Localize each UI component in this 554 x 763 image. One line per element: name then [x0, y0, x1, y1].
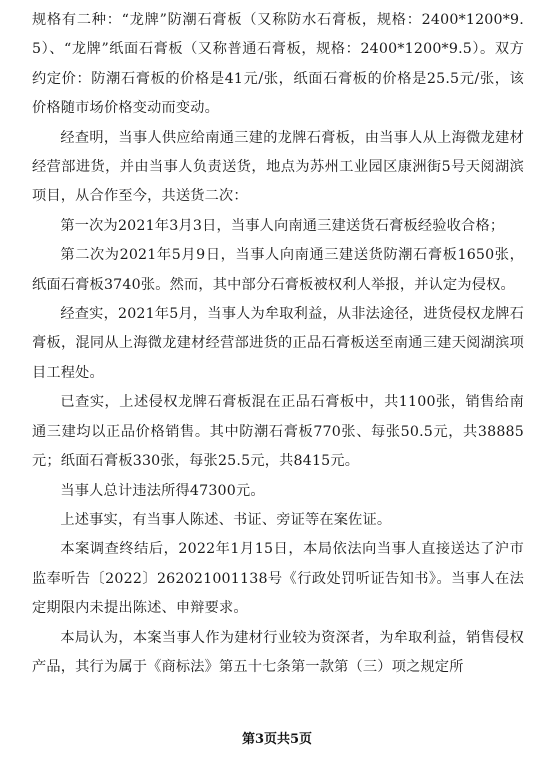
paragraph-infringing-purchase: 经查实，2021年5月，当事人为牟取利益，从非法途径，进货侵权龙牌石膏板，混同从上海微龙建材经营部进货的正品石膏板送至南通三建天阅湖滨项目工程处。 — [32, 306, 524, 381]
paragraph-investigation-findings: 经查明，当事人供应给南通三建的龙牌石膏板，由当事人从上海微龙建材经营部进货，并由当事人负责送货，地点为苏州工业园区康洲街5号天阅湖滨项目，从合作至今，共送货二次： — [32, 129, 524, 205]
paragraph-sales-details: 已查实，上述侵权龙牌石膏板混在正品石膏板中，共1100张，销售给南通三建均以正品价格销售。其中防潮石膏板770张、每张50.5元，共38885元；纸面石膏板330张，每张25.5元，共8415元。 — [32, 394, 524, 470]
paragraph-second-delivery: 第二次为2021年5月9日，当事人向南通三建送货防潮石膏板1650张，纸面石膏板3740张。然而，其中部分石膏板被权利人举报，并认定为侵权。 — [32, 247, 524, 293]
paragraph-evidence: 上述事实，有当事人陈述、书证、旁证等在案佐证。 — [60, 511, 392, 528]
paragraph-first-delivery: 第一次为2021年3月3日，当事人向南通三建送货石膏板经验收合格； — [60, 217, 505, 234]
paragraph-bureau-opinion: 本局认为，本案当事人作为建材行业较为资深者，为牟取利益，销售侵权产品，其行为属于《商标法》第五十七条第一款第（三）项之规定所 — [32, 629, 524, 675]
paragraph-illegal-income: 当事人总计违法所得47300元。 — [60, 482, 265, 499]
page-number-footer: 第3页共5页 — [241, 732, 313, 747]
paragraph-hearing-notice: 本案调查终结后，2022年1月15日，本局依法向当事人直接送达了沪市监奉听告〔2022〕262021001138号《行政处罚听证告知书》。当事人在法定期限内未提出陈述、申辩要求。 — [32, 541, 524, 617]
paragraph-specifications: 规格有二种：“龙牌”防潮石膏板（又称防水石膏板，规格：2400*1200*9.5）、“龙牌”纸面石膏板（又称普通石膏板，规格：2400*1200*9.5）。双方约定价：防潮石膏板的价格是41元/张，纸面石膏板的价格是25.5元/张，该价格随市场价格变动而变动。 — [32, 12, 524, 117]
document-body — [32, 6, 524, 682]
